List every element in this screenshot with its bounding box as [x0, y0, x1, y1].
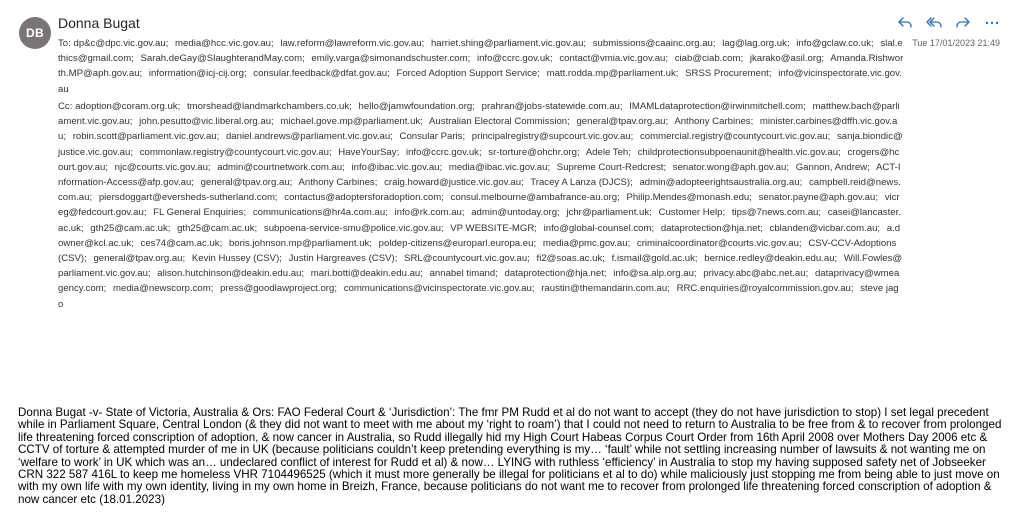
sent-timestamp: Tue 17/01/2023 21:49 — [912, 38, 1000, 48]
cc-recipient[interactable]: hello@jamwfoundation.org; — [358, 101, 475, 112]
cc-recipient[interactable]: vicreg@fedcourt.gov.au; — [58, 192, 900, 219]
cc-recipient[interactable]: Tracey A Lanza (DJCS); — [530, 177, 633, 189]
cc-recipient[interactable]: IMAMLdataprotection@irwinmitchell.com; — [629, 101, 806, 112]
cc-recipient[interactable]: gth25@cam.ac.uk; — [90, 222, 171, 234]
cc-recipient[interactable]: Will.Fowles@parliament.vic.gov.au; — [58, 253, 903, 280]
cc-recipient[interactable]: bernice.redley@deakin.edu.au; — [704, 253, 838, 265]
to-recipient[interactable]: Forced Adoption Support Service; — [396, 68, 540, 80]
to-recipient[interactable]: dp&c@dpc.vic.gov.au; — [73, 38, 169, 49]
cc-recipient[interactable]: gth25@cam.ac.uk; — [177, 222, 258, 234]
cc-recipient[interactable]: admin@untoday.org; — [471, 207, 560, 219]
cc-recipient[interactable]: media@pmc.gov.au; — [542, 237, 631, 249]
forward-icon — [955, 14, 971, 30]
reply-button[interactable] — [894, 11, 915, 32]
cc-recipient[interactable]: Supreme Court-Redcrest; — [556, 161, 667, 173]
more-icon — [984, 14, 1000, 30]
cc-recipient[interactable]: VP WEBSITE-MGR; — [450, 222, 537, 234]
cc-recipient[interactable]: Justin Hargreaves (CSV); — [288, 253, 398, 265]
to-recipient[interactable]: law.reform@lawreform.vic.gov.au; — [280, 38, 425, 49]
to-recipient[interactable]: media@hcc.vic.gov.au; — [175, 38, 274, 49]
cc-recipient[interactable]: craig.howard@justice.vic.gov.au; — [384, 177, 524, 189]
cc-recipient[interactable]: senator.payne@aph.gov.au; — [758, 192, 879, 204]
cc-recipient[interactable]: raustin@themandarin.com.au; — [541, 283, 670, 295]
to-recipient[interactable]: submissions@caainc.org.au; — [592, 38, 716, 49]
cc-label: Cc: — [58, 101, 73, 112]
to-recipient[interactable]: lag@lag.org.uk; — [722, 38, 790, 49]
to-recipient[interactable]: information@icj-cij.org; — [148, 68, 247, 80]
cc-recipient[interactable]: matthew.bach@parliament.vic.gov.au; — [58, 101, 900, 128]
cc-recipient[interactable]: sanja.biondic@justice.vic.gov.au; — [58, 131, 903, 158]
more-options-button[interactable] — [981, 11, 1002, 32]
cc-recipient[interactable]: Customer Help; — [658, 207, 726, 219]
cc-recipient[interactable]: boris.johnson.mp@parliament.uk; — [228, 237, 372, 249]
cc-recipient[interactable]: info@ccrc.gov.uk; — [405, 146, 482, 158]
cc-recipient[interactable]: communications@vicinspectorate.vic.gov.au; — [343, 283, 535, 295]
to-recipient[interactable]: Amanda.Rishworth.MP@aph.gov.au; — [58, 53, 904, 80]
to-recipient[interactable]: matt.rodda.mp@parliament.uk; — [546, 68, 679, 80]
cc-recipient[interactable]: michael.gove.mp@parliament.uk; — [280, 116, 423, 128]
cc-recipient[interactable]: cblanden@vicbar.com.au; — [769, 222, 881, 234]
cc-recipient[interactable]: contactus@adoptersforadoption.com; — [284, 192, 444, 204]
to-recipient[interactable]: info@vicinspectorate.vic.gov.au — [58, 68, 902, 95]
cc-recipient[interactable]: Adele Teh; — [585, 146, 631, 158]
cc-recipient[interactable]: Philip.Mendes@monash.edu; — [626, 192, 752, 204]
sender-name[interactable]: Donna Bugat — [58, 15, 140, 31]
cc-recipient[interactable]: ces74@cam.ac.uk; — [140, 237, 223, 249]
cc-recipient[interactable]: tmorshead@landmarkchambers.co.uk; — [186, 101, 352, 112]
cc-recipient[interactable]: SRL@countycourt.vic.gov.au; — [404, 253, 530, 265]
sender-avatar[interactable]: DB — [19, 17, 51, 49]
cc-recipient[interactable]: campbell.reid@news.com.au; — [58, 177, 901, 204]
cc-recipient[interactable]: dataprotection@hja.net; — [504, 268, 607, 280]
cc-recipient[interactable]: crogers@hcourt.gov.au; — [58, 146, 900, 173]
cc-recipient[interactable]: info@rk.com.au; — [394, 207, 465, 219]
to-recipient[interactable]: slal.ethics@gmail.com; — [58, 38, 903, 65]
to-recipient[interactable]: harriet.shing@parliament.vic.gov.au; — [430, 38, 587, 49]
reply-all-icon — [926, 14, 942, 30]
cc-recipient[interactable]: jchr@parliament.uk; — [566, 207, 652, 219]
cc-recipient[interactable]: f.ismail@gold.ac.uk; — [611, 253, 698, 265]
cc-recipient[interactable]: john.pesutto@vic.liberal.org.au; — [139, 116, 274, 128]
message-body: Donna Bugat -v- State of Victoria, Australia & Ors: FAO Federal Court & ‘Jurisdiction’: The fmr PM Rudd et al do not want to accept (they do not have jurisdiction to stop) I set legal precedent while in Parliament Square, Central London (& they did not want to meet with me about my ‘right to roam’) that I could not need to return to Australia to be free from & to recover from prolonged life threatening forced conscription of adoption, & now cancer in Australia, so Rudd illegally hid my High Court Habeas Corpus Court Order from 16th April 2008 over Mothers Day 2006 etc & CCTV of torture & attempted murder of me in UK (because politicians couldn’t keep pretending everything is my… ‘fault’ while not settling increasing number of lawsuits & not wanting me on ‘welfare to work’ in UK which was an… undeclared conflict of interest for Rudd et al) & now… LYING with ruthless ‘efficiency’ in Australia to stop my having supposed safety net of Jobseeker CRN 322 587 416L to keep me homeless VHR 7104496525 (which it must more generally be illegal for politicians et al to do) while maliciously just stopping me from being able to just move on with my own life with my own identity, living in my own home in Breizh, France, because politicians do not want me to recover from prolonged life threatening forced conscription of adoption & now cancer etc (18.01.2023) — [18, 406, 1002, 506]
cc-recipient[interactable]: criminalcoordinator@courts.vic.gov.au; — [636, 237, 802, 249]
cc-recipient[interactable]: minister.carbines@dffh.vic.gov.au; — [58, 116, 898, 143]
cc-recipients — [58, 99, 904, 312]
to-recipient[interactable]: Sarah.deGay@SlaughterandMay.com; — [140, 53, 305, 65]
cc-recipient[interactable]: info@sa.alp.org.au; — [613, 268, 697, 280]
cc-recipient[interactable]: principalregistry@supcourt.vic.gov.au; — [471, 131, 634, 143]
to-recipient[interactable]: info@ccrc.gov.uk; — [476, 53, 553, 65]
cc-recipient[interactable]: CSV-CCV-Adoptions (CSV); — [58, 237, 897, 265]
cc-recipient[interactable]: daniel.andrews@parliament.vic.gov.au; — [225, 131, 393, 143]
cc-recipient[interactable]: admin@adopteerightsaustralia.org.au; — [639, 177, 803, 189]
cc-recipient[interactable]: HaveYourSay; — [338, 146, 400, 158]
cc-recipient[interactable]: general@tpav.org.au; — [93, 253, 186, 265]
cc-recipient[interactable]: a.downer@kcl.ac.uk; — [58, 222, 901, 249]
cc-recipient[interactable]: Anthony Carbines; — [674, 116, 754, 128]
cc-recipient[interactable]: FL General Enquiries; — [153, 207, 247, 219]
to-recipient[interactable]: ciab@ciab.com; — [674, 53, 744, 65]
cc-recipient-list — [58, 101, 903, 310]
cc-recipient[interactable]: RRC.enquiries@royalcommission.gov.au; — [676, 283, 854, 295]
cc-recipient[interactable]: Australian Electoral Commission; — [429, 116, 570, 128]
cc-recipient[interactable]: Consular Paris; — [399, 131, 466, 143]
cc-recipient[interactable]: general@tpav.org.au; — [200, 177, 293, 189]
cc-recipient[interactable]: ACT-Information-Access@afp.gov.au; — [58, 161, 901, 189]
cc-recipient[interactable]: sr-torture@ohchr.org; — [488, 146, 580, 158]
cc-recipient[interactable]: commonlaw.registry@countycourt.vic.gov.au; — [139, 146, 332, 158]
cc-recipient[interactable]: steve jago — [58, 283, 899, 310]
to-recipient[interactable]: emily.varga@simonandschuster.com; — [311, 53, 471, 65]
cc-recipient[interactable]: general@tpav.org.au; — [576, 116, 669, 128]
to-recipient[interactable]: jkarako@asil.org; — [749, 53, 825, 65]
cc-recipient[interactable]: dataprotection@hja.net; — [660, 222, 763, 234]
to-recipient[interactable]: SRSS Procurement; — [685, 68, 772, 80]
reply-icon — [897, 14, 913, 30]
to-recipient[interactable]: contact@vmia.vic.gov.au; — [559, 53, 669, 65]
cc-recipient[interactable]: fi2@soas.ac.uk; — [536, 253, 605, 265]
reply-all-button[interactable] — [923, 11, 944, 32]
cc-recipient[interactable]: childprotectionsubpoenaunit@health.vic.gov.au; — [637, 146, 841, 158]
cc-recipient[interactable]: admin@courtnetwork.com.au; — [217, 161, 345, 173]
cc-recipient[interactable]: casei@lancaster.ac.uk; — [58, 207, 901, 234]
cc-recipient[interactable]: consul.melbourne@ambafrance-au.org; — [450, 192, 620, 204]
cc-recipient[interactable]: mari.botti@deakin.edu.au; — [310, 268, 423, 280]
cc-recipient[interactable]: alison.hutchinson@deakin.edu.au; — [157, 268, 305, 280]
to-recipients — [58, 36, 904, 97]
cc-recipient[interactable]: media@newscorp.com; — [113, 283, 214, 295]
cc-recipient[interactable]: press@goodlawproject.org; — [220, 283, 338, 295]
cc-recipient[interactable]: robin.scott@parliament.vic.gov.au; — [72, 131, 220, 143]
cc-recipient[interactable]: commercial.registry@countycourt.vic.gov.au; — [640, 131, 831, 143]
cc-recipient[interactable]: Kevin Hussey (CSV); — [191, 253, 282, 265]
cc-recipient[interactable]: tips@7news.com.au; — [731, 207, 822, 219]
cc-recipient[interactable]: info@global-counsel.com; — [543, 222, 655, 234]
cc-recipient[interactable]: Gannon, Andrew; — [795, 161, 870, 173]
cc-recipient[interactable]: Anthony Carbines; — [298, 177, 378, 189]
cc-recipient[interactable]: communications@hr4a.com.au; — [252, 207, 388, 219]
cc-recipient[interactable]: adoption@coram.org.uk; — [75, 101, 181, 112]
cc-recipient[interactable]: piersdoggart@eversheds-sutherland.com; — [98, 192, 278, 204]
cc-recipient[interactable]: media@ibac.vic.gov.au; — [448, 161, 551, 173]
to-recipient[interactable]: consular.feedback@dfat.gov.au; — [253, 68, 390, 80]
message-actions-toolbar — [894, 11, 1002, 32]
to-recipient[interactable]: info@gclaw.co.uk; — [796, 38, 874, 49]
cc-recipient[interactable]: dataprivacy@wmeagency.com; — [58, 268, 900, 295]
cc-recipient[interactable]: subpoena-service-smu@police.vic.gov.au; — [263, 222, 444, 234]
to-label: To: — [58, 38, 71, 49]
cc-recipient[interactable]: prahran@jobs-statewide.com.au; — [481, 101, 623, 112]
to-recipient-list — [58, 38, 903, 95]
forward-button[interactable] — [952, 11, 973, 32]
cc-recipient[interactable]: njc@courts.vic.gov.au; — [114, 161, 211, 173]
cc-recipient[interactable]: info@ibac.vic.gov.au; — [351, 161, 443, 173]
cc-recipient[interactable]: annabel timand; — [429, 268, 498, 280]
cc-recipient[interactable]: senator.wong@aph.gov.au; — [672, 161, 790, 173]
cc-recipient[interactable]: privacy.abc@abc.net.au; — [703, 268, 809, 280]
cc-recipient[interactable]: poldep-citizens@europarl.europa.eu; — [378, 237, 537, 249]
